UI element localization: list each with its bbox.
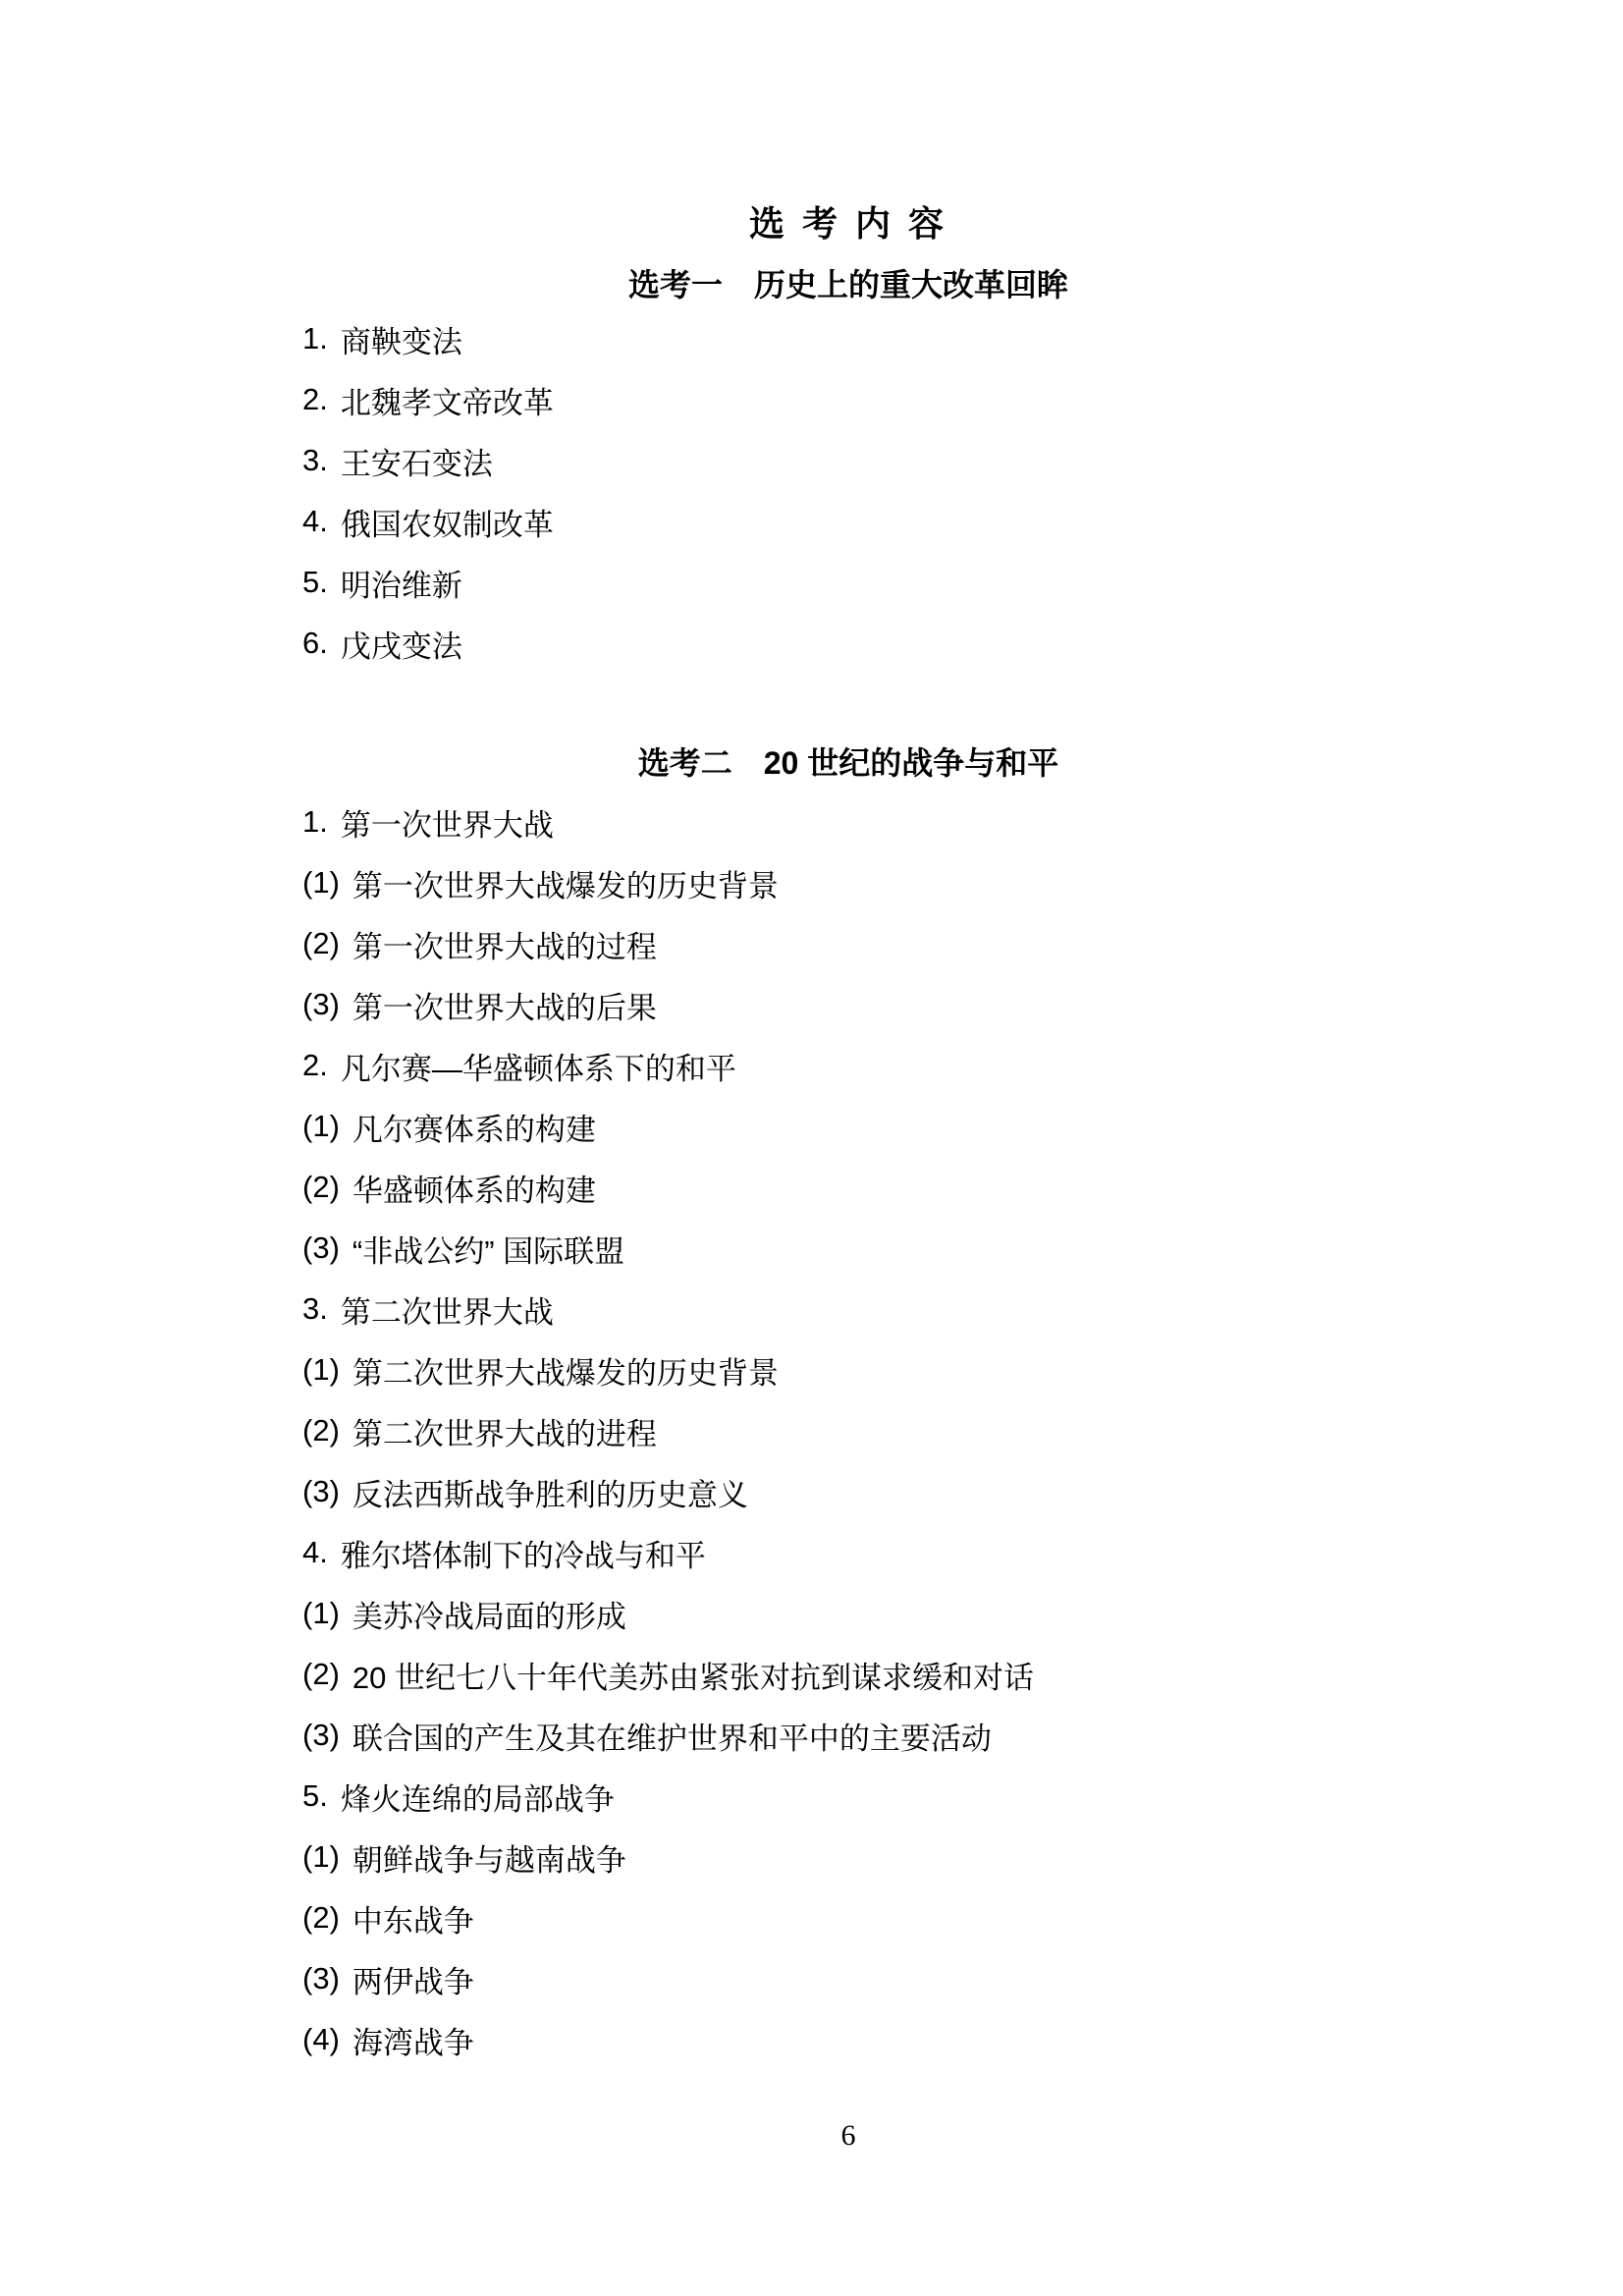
item-text: 海湾战争	[352, 2025, 474, 2060]
item-text: 中东战争	[352, 1903, 474, 1939]
list-item	[302, 1887, 1394, 1948]
item-text: 第二次世界大战爆发的历史背景	[352, 1355, 779, 1391]
item-text: “非战公约” 国际联盟	[352, 1233, 625, 1269]
item-number: 4.	[302, 504, 328, 538]
list-item	[302, 1218, 1394, 1279]
item-number: (1)	[302, 1109, 340, 1143]
section-2-item-list	[302, 792, 1394, 2070]
list-item	[302, 792, 1394, 852]
list-item	[302, 974, 1394, 1035]
item-number: (3)	[302, 987, 340, 1021]
item-number: 1.	[302, 321, 328, 355]
item-text: 美苏冷战局面的形成	[352, 1599, 626, 1634]
section-heading-elective-2: 选考二 20 世纪的战争与和平	[637, 745, 1059, 781]
item-text: 反法西斯战争胜利的历史意义	[352, 1477, 748, 1512]
item-text: 朝鲜战争与越南战争	[352, 1842, 626, 1878]
item-number: (4)	[302, 2022, 340, 2056]
list-item	[302, 1157, 1394, 1218]
item-number: (1)	[302, 1839, 340, 1874]
list-item	[302, 1522, 1394, 1583]
page-number: 6	[840, 2119, 856, 2152]
list-item	[302, 1339, 1394, 1400]
list-item	[302, 913, 1394, 974]
list-item	[302, 1827, 1394, 1887]
list-item	[302, 1279, 1394, 1339]
list-item	[302, 308, 1394, 369]
item-number: 6.	[302, 626, 328, 660]
list-item	[302, 1096, 1394, 1157]
item-number: (3)	[302, 1474, 340, 1508]
list-item	[302, 1766, 1394, 1827]
item-text: 凡尔赛—华盛顿体系下的和平	[340, 1051, 736, 1086]
list-item	[302, 491, 1394, 552]
list-item	[302, 1644, 1394, 1705]
item-number: 1.	[302, 804, 328, 839]
list-item	[302, 2009, 1394, 2070]
item-text: 王安石变法	[340, 446, 493, 481]
item-text: 第二次世界大战	[340, 1294, 554, 1330]
item-text: 联合国的产生及其在维护世界和平中的主要活动	[352, 1721, 992, 1756]
item-number: (2)	[302, 1413, 340, 1448]
item-text: 雅尔塔体制下的冷战与和平	[340, 1538, 706, 1573]
item-number: (3)	[302, 1230, 340, 1265]
content-column	[302, 0, 1394, 2153]
list-item	[302, 1400, 1394, 1461]
item-number: (3)	[302, 1718, 340, 1752]
section-heading-elective-1: 选考一 历史上的重大改革回眸	[627, 267, 1068, 302]
page-title: 选 考 内 容	[748, 203, 947, 244]
item-text: 明治维新	[340, 568, 462, 603]
item-number: 2.	[302, 382, 328, 416]
item-number: 3.	[302, 443, 328, 477]
list-item	[302, 613, 1394, 674]
list-item	[302, 1705, 1394, 1766]
item-number: (1)	[302, 1352, 340, 1387]
item-text: 北魏孝文帝改革	[340, 385, 554, 420]
list-item	[302, 1461, 1394, 1522]
item-number: (1)	[302, 1596, 340, 1630]
section-1-item-list	[302, 308, 1394, 674]
item-number: 5.	[302, 565, 328, 599]
item-number: (2)	[302, 926, 340, 960]
item-text: 凡尔赛体系的构建	[352, 1112, 596, 1147]
item-text: 第一次世界大战爆发的历史背景	[352, 868, 779, 903]
item-text: 戊戌变法	[340, 629, 462, 664]
list-item	[302, 852, 1394, 913]
list-item	[302, 1948, 1394, 2009]
item-text: 烽火连绵的局部战争	[340, 1781, 615, 1817]
list-item	[302, 369, 1394, 430]
item-number: 5.	[302, 1778, 328, 1813]
item-number: (1)	[302, 865, 340, 900]
item-text: 20 世纪七八十年代美苏由紧张对抗到谋求缓和对话	[352, 1660, 1034, 1695]
list-item	[302, 1035, 1394, 1096]
list-item	[302, 430, 1394, 491]
item-text: 第一次世界大战	[340, 807, 554, 843]
item-text: 商鞅变法	[340, 324, 462, 359]
item-number: (2)	[302, 1900, 340, 1935]
item-text: 第一次世界大战的后果	[352, 990, 657, 1025]
list-item	[302, 1583, 1394, 1644]
item-text: 俄国农奴制改革	[340, 507, 554, 542]
item-number: (2)	[302, 1657, 340, 1691]
item-number: 3.	[302, 1291, 328, 1326]
item-number: 2.	[302, 1048, 328, 1082]
item-text: 第二次世界大战的进程	[352, 1416, 657, 1451]
item-text: 第一次世界大战的过程	[352, 929, 657, 964]
item-number: 4.	[302, 1535, 328, 1569]
item-text: 两伊战争	[352, 1964, 474, 1999]
item-number: (3)	[302, 1961, 340, 1995]
item-number: (2)	[302, 1170, 340, 1204]
item-text: 华盛顿体系的构建	[352, 1173, 596, 1208]
list-item	[302, 552, 1394, 613]
